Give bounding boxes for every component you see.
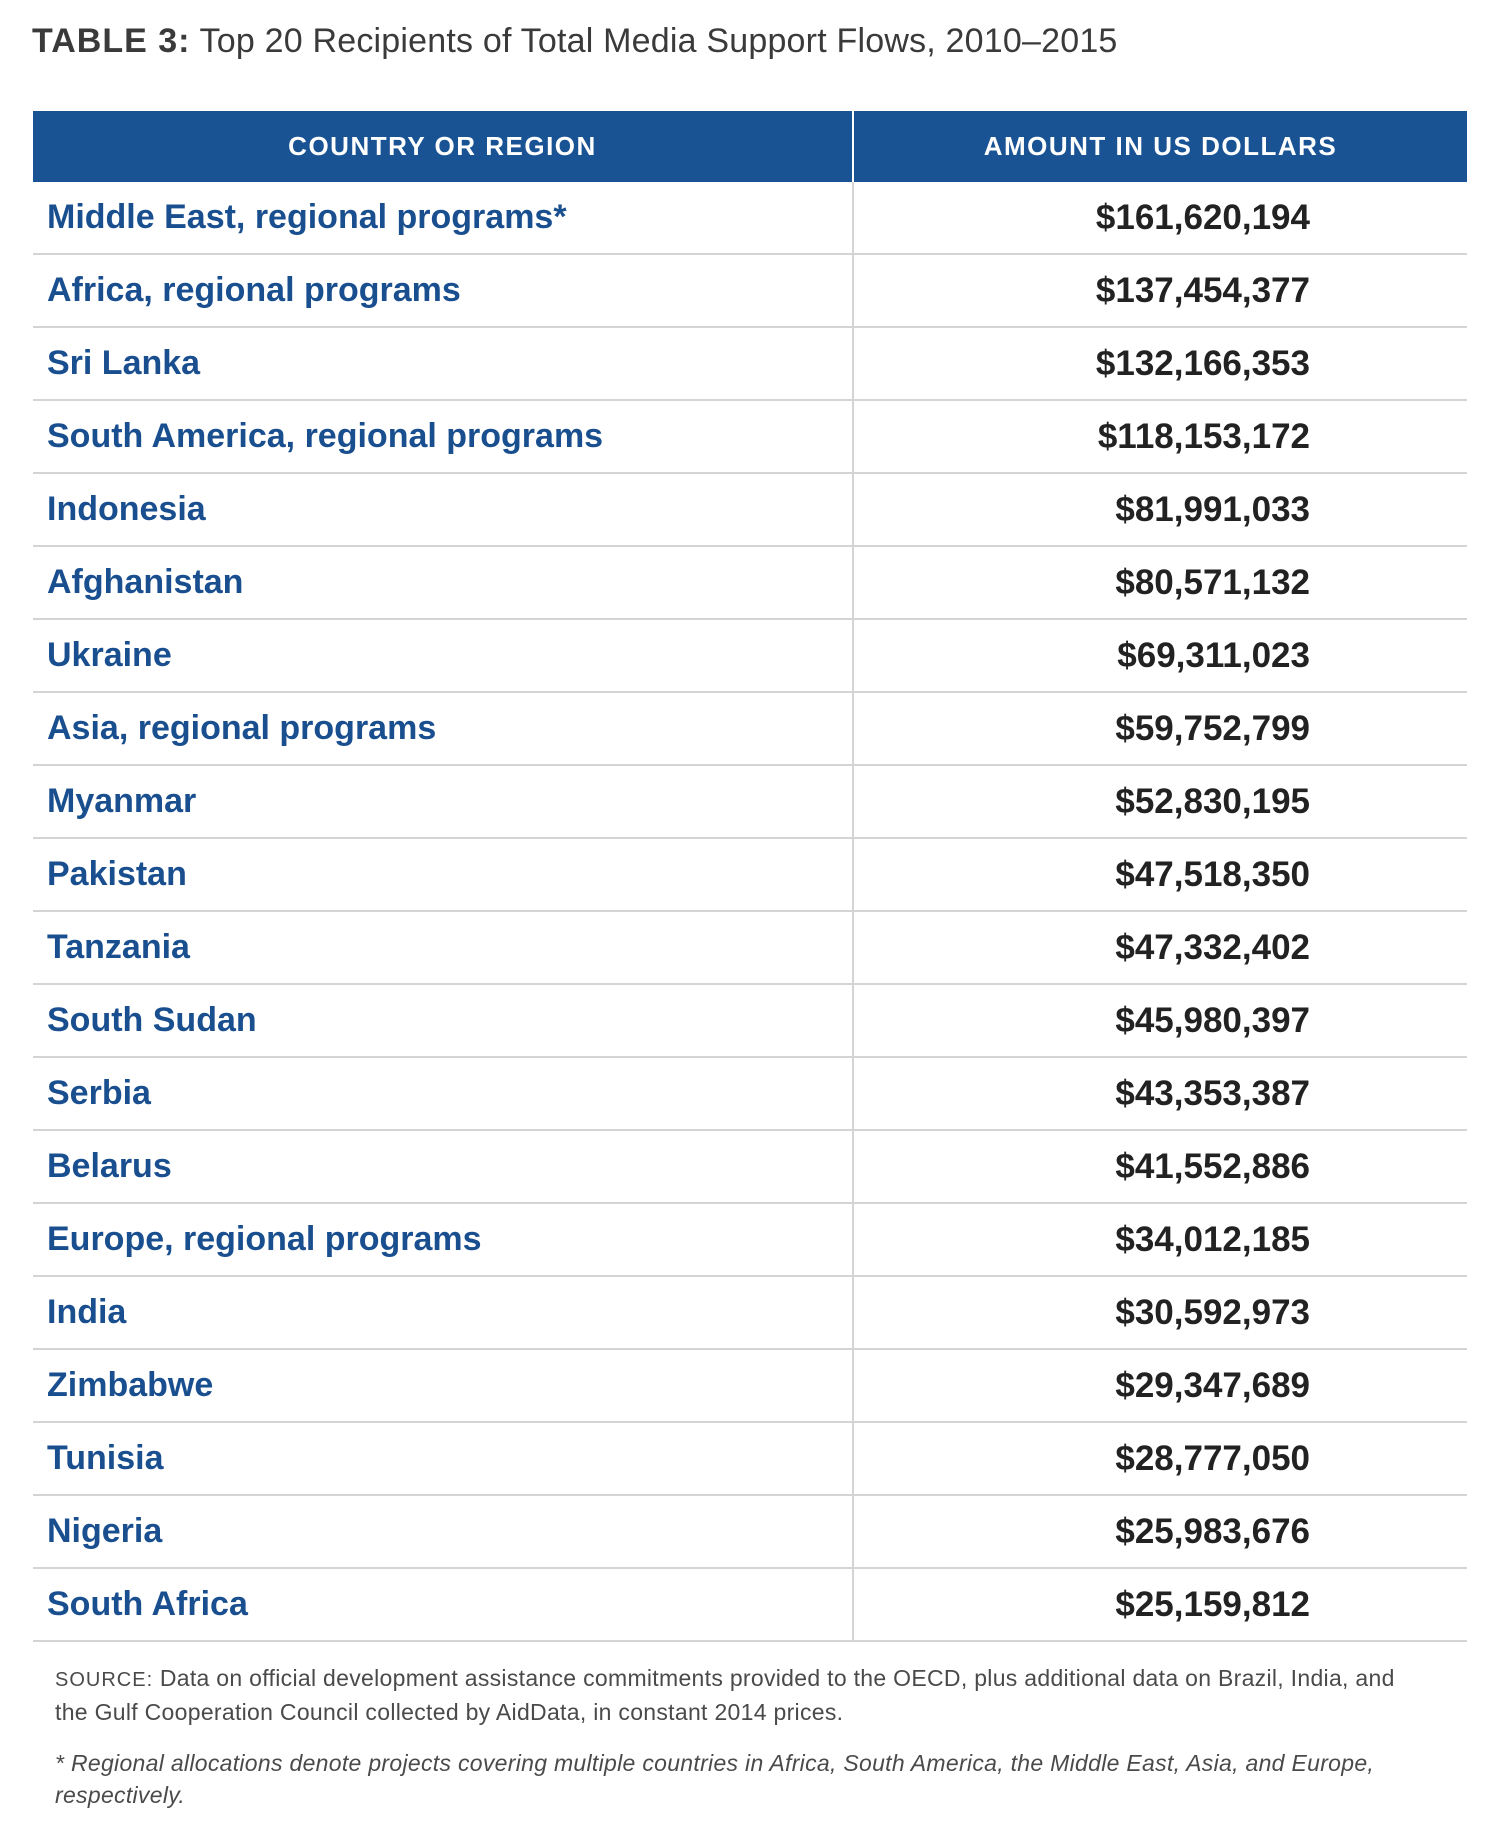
table-row	[33, 838, 1467, 911]
table-row	[33, 254, 1467, 327]
source-text: Data on official development assistance commitments provided to the OECD, plus additional data on Brazil, India, and the Gulf Cooperation Council collected by AidData, in constant 2014 prices.	[55, 1665, 1395, 1725]
country-cell: Ukraine	[33, 619, 853, 692]
table-body	[33, 182, 1467, 1641]
source-label: SOURCE:	[55, 1669, 154, 1691]
table-row	[33, 1349, 1467, 1422]
table-row	[33, 327, 1467, 400]
amount-cell: $52,830,195	[853, 765, 1467, 838]
amount-cell: $161,620,194	[853, 182, 1467, 254]
recipients-table	[33, 111, 1467, 1642]
amount-cell: $47,518,350	[853, 838, 1467, 911]
table-row	[33, 984, 1467, 1057]
table-row	[33, 1568, 1467, 1641]
amount-cell: $59,752,799	[853, 692, 1467, 765]
amount-cell: $43,353,387	[853, 1057, 1467, 1130]
table-row	[33, 619, 1467, 692]
amount-cell: $118,153,172	[853, 400, 1467, 473]
country-cell: Tunisia	[33, 1422, 853, 1495]
column-header-country: COUNTRY OR REGION	[33, 111, 853, 182]
amount-cell: $25,983,676	[853, 1495, 1467, 1568]
amount-cell: $29,347,689	[853, 1349, 1467, 1422]
country-cell: Middle East, regional programs*	[33, 182, 853, 254]
country-cell: Myanmar	[33, 765, 853, 838]
country-cell: Africa, regional programs	[33, 254, 853, 327]
table-row	[33, 1495, 1467, 1568]
table-row	[33, 1203, 1467, 1276]
table-row	[33, 1276, 1467, 1349]
table-row	[33, 1057, 1467, 1130]
country-cell: Europe, regional programs	[33, 1203, 853, 1276]
country-cell: Sri Lanka	[33, 327, 853, 400]
country-cell: South Sudan	[33, 984, 853, 1057]
country-cell: Indonesia	[33, 473, 853, 546]
country-cell: Serbia	[33, 1057, 853, 1130]
amount-cell: $28,777,050	[853, 1422, 1467, 1495]
table-row	[33, 911, 1467, 984]
table-title-text: Top 20 Recipients of Total Media Support Flows, 2010–2015	[199, 22, 1118, 60]
amount-cell: $69,311,023	[853, 619, 1467, 692]
amount-cell: $137,454,377	[853, 254, 1467, 327]
country-cell: Nigeria	[33, 1495, 853, 1568]
amount-cell: $45,980,397	[853, 984, 1467, 1057]
table-header	[33, 111, 1467, 182]
amount-cell: $132,166,353	[853, 327, 1467, 400]
country-cell: Pakistan	[33, 838, 853, 911]
table-title-label: TABLE 3:	[32, 22, 191, 60]
amount-cell: $25,159,812	[853, 1568, 1467, 1641]
amount-cell: $80,571,132	[853, 546, 1467, 619]
country-cell: Asia, regional programs	[33, 692, 853, 765]
table-row	[33, 1130, 1467, 1203]
country-cell: South Africa	[33, 1568, 853, 1641]
country-cell: Tanzania	[33, 911, 853, 984]
table-row	[33, 546, 1467, 619]
amount-cell: $34,012,185	[853, 1203, 1467, 1276]
table-row	[33, 692, 1467, 765]
amount-cell: $30,592,973	[853, 1276, 1467, 1349]
table-row	[33, 473, 1467, 546]
country-cell: Afghanistan	[33, 546, 853, 619]
country-cell: South America, regional programs	[33, 400, 853, 473]
country-cell: India	[33, 1276, 853, 1349]
country-cell: Belarus	[33, 1130, 853, 1203]
amount-cell: $81,991,033	[853, 473, 1467, 546]
amount-cell: $47,332,402	[853, 911, 1467, 984]
table-row	[33, 400, 1467, 473]
amount-cell: $41,552,886	[853, 1130, 1467, 1203]
table-row	[33, 765, 1467, 838]
table-title	[32, 22, 1118, 61]
country-cell: Zimbabwe	[33, 1349, 853, 1422]
column-header-amount: AMOUNT IN US DOLLARS	[853, 111, 1467, 182]
table-row	[33, 182, 1467, 254]
footnote: * Regional allocations denote projects covering multiple countries in Africa, South America, the Middle East, Asia, and Europe, respectively.	[55, 1750, 1375, 1808]
header-row	[33, 111, 1467, 182]
table-row	[33, 1422, 1467, 1495]
source-note	[55, 1662, 1395, 1728]
